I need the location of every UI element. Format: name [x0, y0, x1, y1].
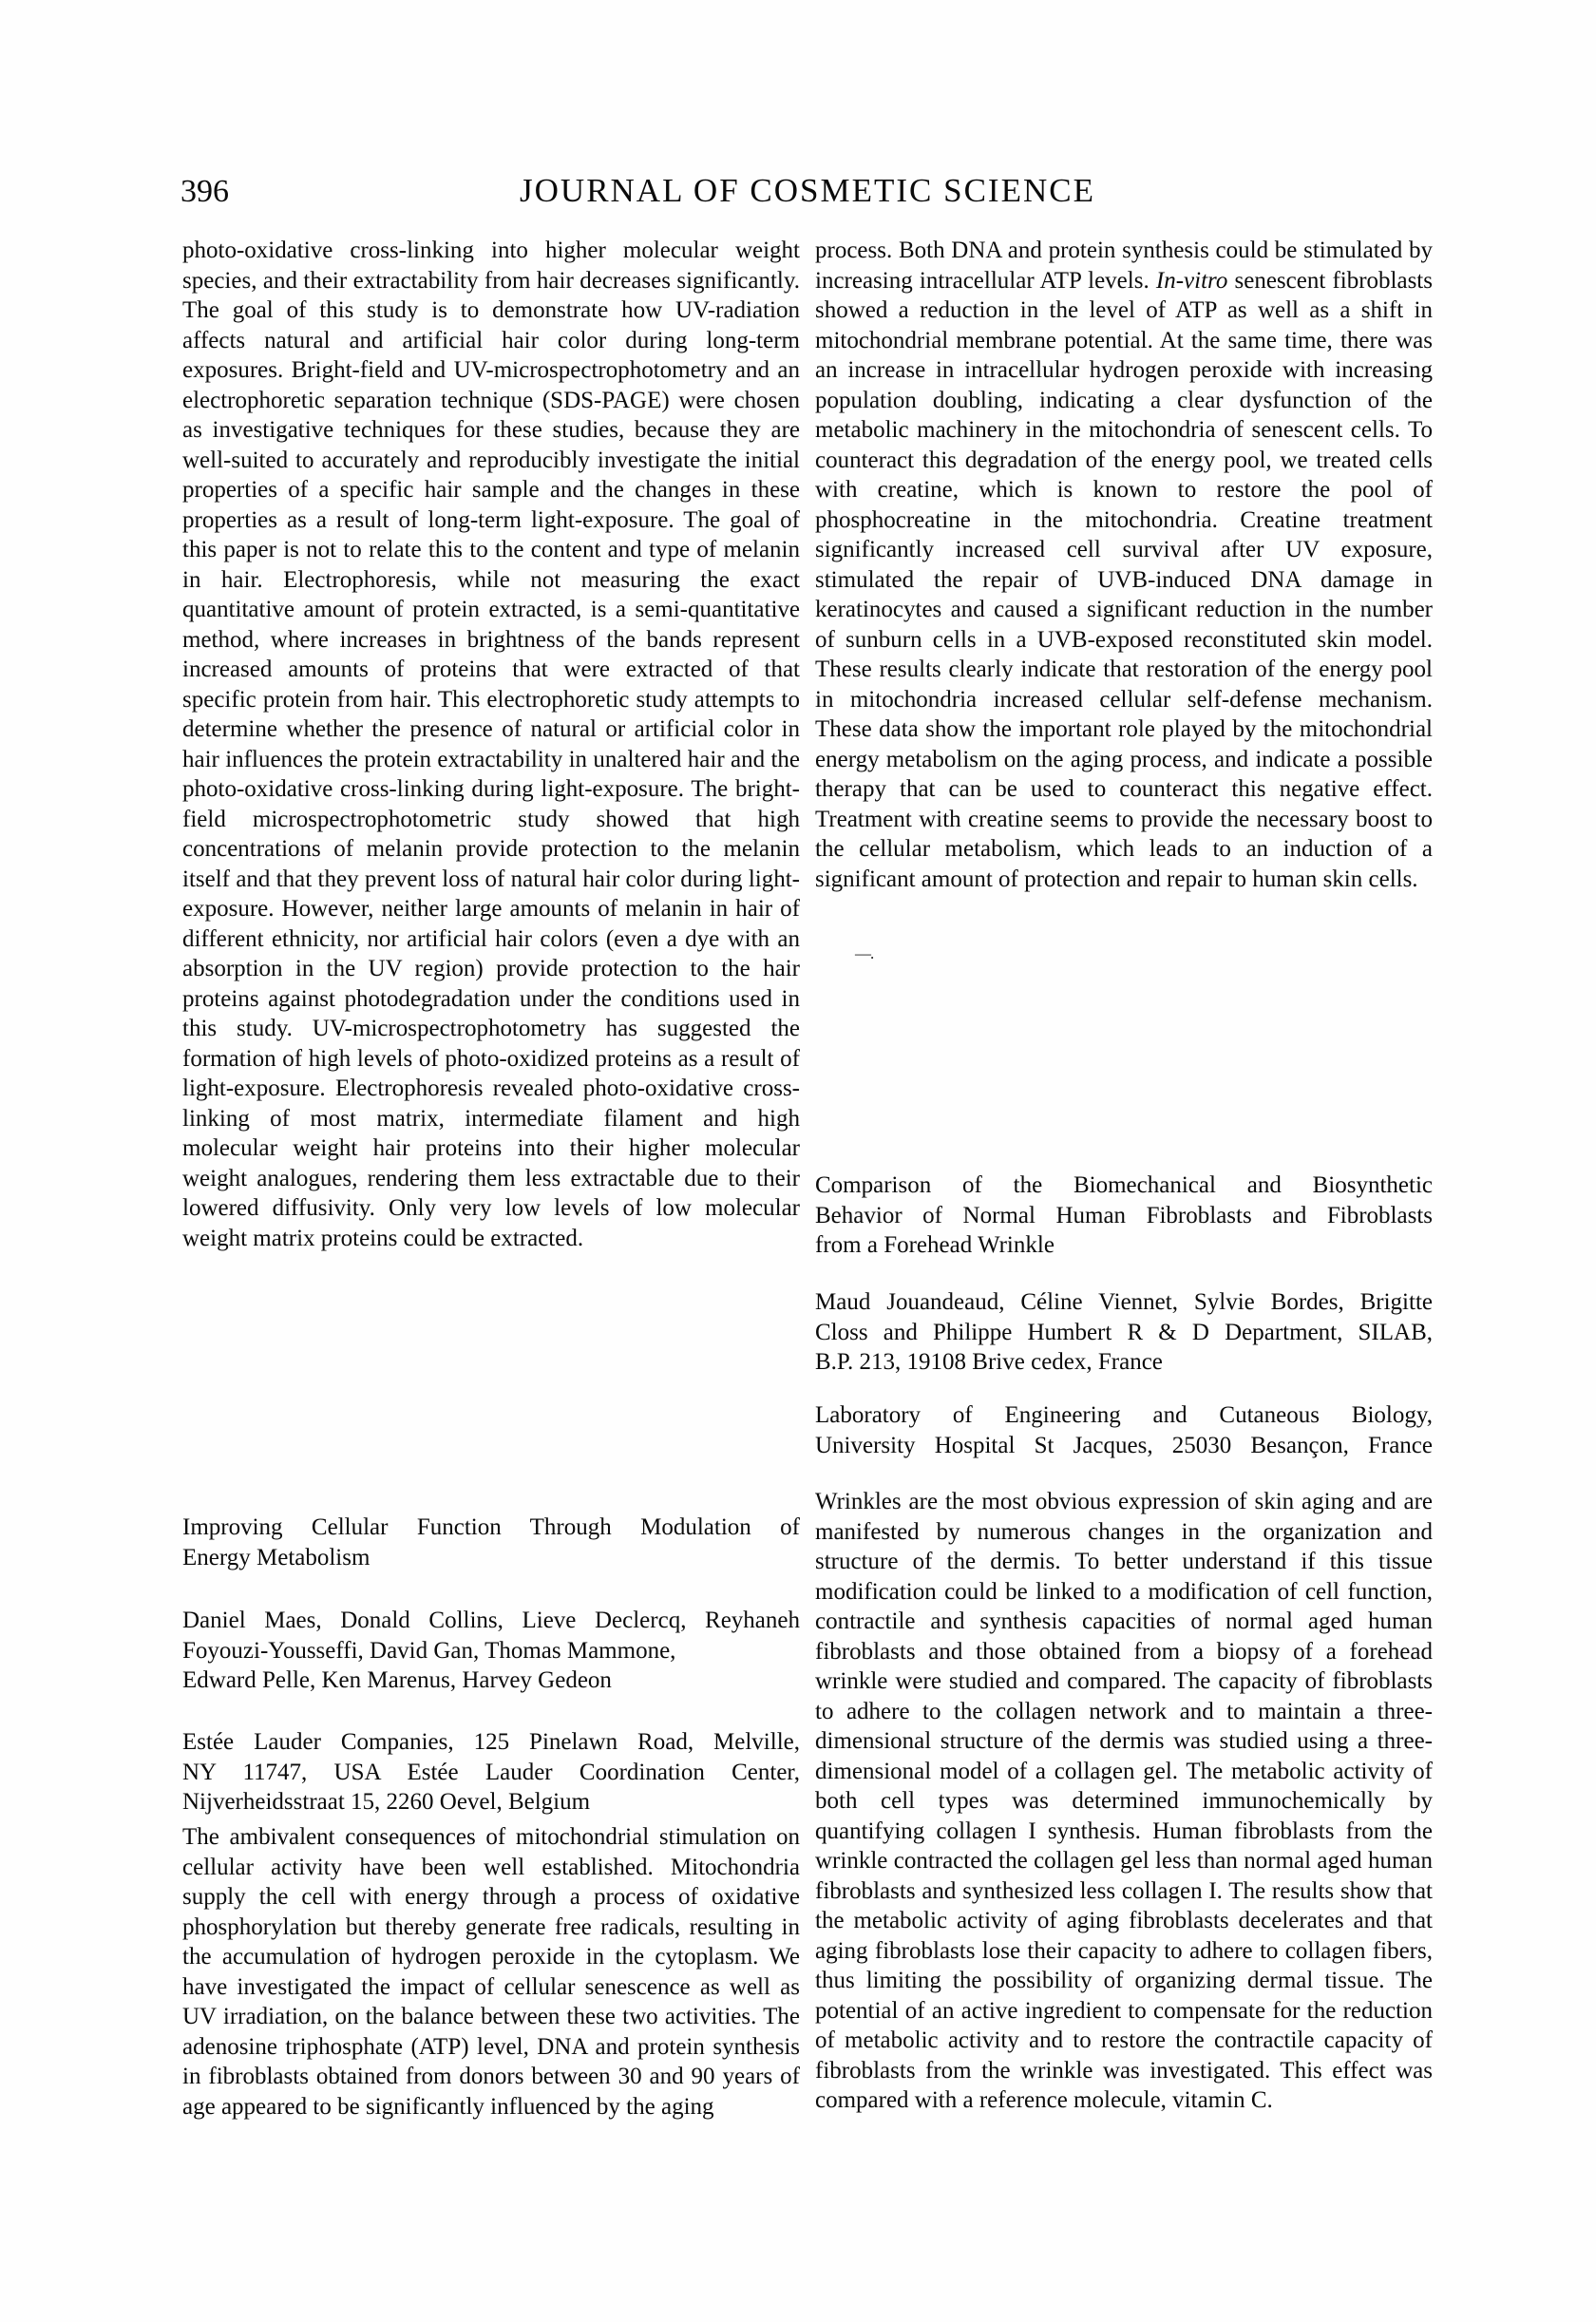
stray-scan-mark: —. — [855, 944, 874, 962]
article2-title-line1: Comparison of the Biomechanical and Biosynthetic — [815, 1172, 1433, 1198]
article2-title-line2: Behavior of Normal Human Fibroblasts and Fibroblasts — [815, 1202, 1433, 1228]
journal-title: JOURNAL OF COSMETIC SCIENCE — [520, 172, 1095, 209]
article1-abstract-start: The ambivalent consequences of mitochondrial stimulation on cellular activity have been well established. Mitochondria supply the cell with energy through a process of oxidative phosphorylation but thereby generate free radicals, resulting in the accumulation of hydrogen peroxide in the cytoplasm. We have investigated the impact of cellular senescence as well as UV irradiation, on the balance between these two activities. The adenosine triphosphate (ATP) level, DNA and protein synthesis in fibroblasts obtained from donors between 30 and 90 years of age appeared to be significantly influenced by the aging — [182, 1824, 800, 2120]
article2-authors-line2: Closs and Philippe Humbert R & D Department, SILAB, — [815, 1319, 1433, 1345]
abstract-continuation-post: senescent fibroblasts showed a reduction in the level of ATP as well as a shift in mitochondrial membrane potential. At the same time, there was an increase in intracellular hydrogen peroxide with increasing population doubling, indicating a clear dysfunction of the metabolic machinery in the mitochondria of senescent cells. To counteract this degradation of the energy pool, we treated cells with creatine, which is known to restore the pool of phosphocreatine in the mitochondria. Creatine treatment significantly increased cell survival after UV exposure, stimulated the repair of UVB-induced DNA damage in keratinocytes and caused a significant reduction in the number of sunburn cells in a UVB-exposed reconstituted skin model. These results clearly indicate that restoration of the energy pool in mitochondria increased cellular self-defense mechanism. These data show the important role played by the mitochondrial energy metabolism on the aging process, and indicate a possible therapy that can be used to counteract this negative effect. Treatment with creatine seems to provide the necessary boost to the cellular metabolism, which leads to an induction of a significant amount of protection and repair to human skin cells. — [815, 267, 1433, 892]
article1-title-line1: Improving Cellular Function Through Modulation of — [182, 1514, 800, 1540]
article2-affiliation-line1: Laboratory of Engineering and Cutaneous Biology, — [815, 1402, 1433, 1428]
article1-abstract-continuation — [815, 236, 1433, 894]
article1-authors-line2: Foyouzi-Yousseffi, David Gan, Thomas Mammone, — [182, 1637, 676, 1664]
article1-authors-line3: Edward Pelle, Ken Marenus, Harvey Gedeon — [182, 1667, 612, 1693]
article1-title — [182, 1513, 800, 1572]
abstract-continuation-hair-study: photo-oxidative cross-linking into higher molecular weight species, and their extractability from hair decreases significantly. The goal of this study is to demonstrate how UV-radiation affects natural and artificial hair color during long-term exposures. Bright-field and UV-microspectrophotometry and an electrophoretic separation technique (SDS-PAGE) were chosen as investigative techniques for these studies, because they are well-suited to accurately and reproducibly investigate the initial properties of a specific hair sample and the changes in these properties as a result of long-term light-exposure. The goal of this paper is not to relate this to the content and type of melanin in hair. Electrophoresis, while not measuring the exact quantitative amount of protein extracted, is a semi-quantitative method, where increases in brightness of the bands represent increased amounts of proteins that were extracted of that specific protein from hair. This electrophoretic study attempts to determine whether the presence of natural or artificial color in hair influences the protein extractability in unaltered hair and the photo-oxidative cross-linking during light-exposure. The bright-field microspectrophotometric study showed that high concentrations of melanin provide protection to the melanin itself and that they prevent loss of natural hair color during light-exposure. However, neither large amounts of melanin in hair of different ethnicity, nor artificial hair colors (even a dye with an absorption in the UV region) provide protection to the hair proteins against photodegradation under the conditions used in this study. UV-microspectrophotometry has suggested the formation of high levels of photo-oxidized proteins as a result of light-exposure. Electrophoresis revealed photo-oxidative cross-linking of most matrix, intermediate filament and high molecular weight hair proteins into their higher molecular weight analogues, rendering them less extractable due to their lowered diffusivity. Only very low levels of low molecular weight matrix proteins could be extracted. — [182, 238, 800, 1251]
article1-affiliation-line2: NY 11747, USA Estée Lauder Coordination Center, — [182, 1759, 800, 1785]
article2-affiliation-line2: University Hospital St Jacques, 25030 Besançon, France — [815, 1432, 1433, 1458]
page-number: 396 — [180, 174, 229, 209]
article2-abstract: Wrinkles are the most obvious expression of skin aging and are manifested by numerous changes in the organization and structure of the dermis. To better understand if this tissue modification could be linked to a modification of cell function, contractile and synthesis capacities of normal aged human fibroblasts and those obtained from a biopsy of a forehead wrinkle were studied and compared. The capacity of fibroblasts to adhere to the collagen network and to maintain a three-dimensional structure of the dermis was studied using a three-dimensional model of a collagen gel. The metabolic activity of both cell types was determined immunochemically by quantifying collagen I synthesis. Human fibroblasts from the wrinkle contracted the collagen gel less than normal aged human fibroblasts and synthesized less collagen I. The results show that the metabolic activity of aging fibroblasts decelerates and that aging fibroblasts lose their capacity to adhere to collagen fibers, thus limiting the possibility of organizing dermal tissue. The potential of an active ingredient to compensate for the reduction of metabolic activity and to restore the contractile capacity of fibroblasts from the wrinkle was investigated. This effect was compared with a reference molecule, vitamin C. — [815, 1489, 1433, 2113]
article2-authors — [815, 1287, 1433, 1378]
abstract-continuation-italic-term: In-vitro — [1155, 267, 1228, 294]
article2-title — [815, 1171, 1433, 1261]
article1-affiliation-line1: Estée Lauder Companies, 125 Pinelawn Road, Melville, — [182, 1729, 800, 1755]
article2-authors-line3: B.P. 213, 19108 Brive cedex, France — [815, 1349, 1163, 1375]
article2-affiliation — [815, 1400, 1433, 1460]
article1-affiliation-line3: Nijverheidsstraat 15, 2260 Oevel, Belgium — [182, 1789, 591, 1815]
article1-title-line2: Energy Metabolism — [182, 1544, 370, 1570]
article1-authors-line1: Daniel Maes, Donald Collins, Lieve Declercq, Reyhaneh — [182, 1608, 800, 1633]
article2-title-line3: from a Forehead Wrinkle — [815, 1232, 1054, 1258]
article1-affiliation — [182, 1727, 800, 1818]
article2-authors-line1: Maud Jouandeaud, Céline Viennet, Sylvie Bordes, Brigitte — [815, 1289, 1433, 1315]
abstract-continuation-pre: process. Both DNA and protein synthesis could be stimulated by increasing intracellular ATP levels. — [815, 238, 1433, 294]
article1-authors — [182, 1606, 800, 1696]
